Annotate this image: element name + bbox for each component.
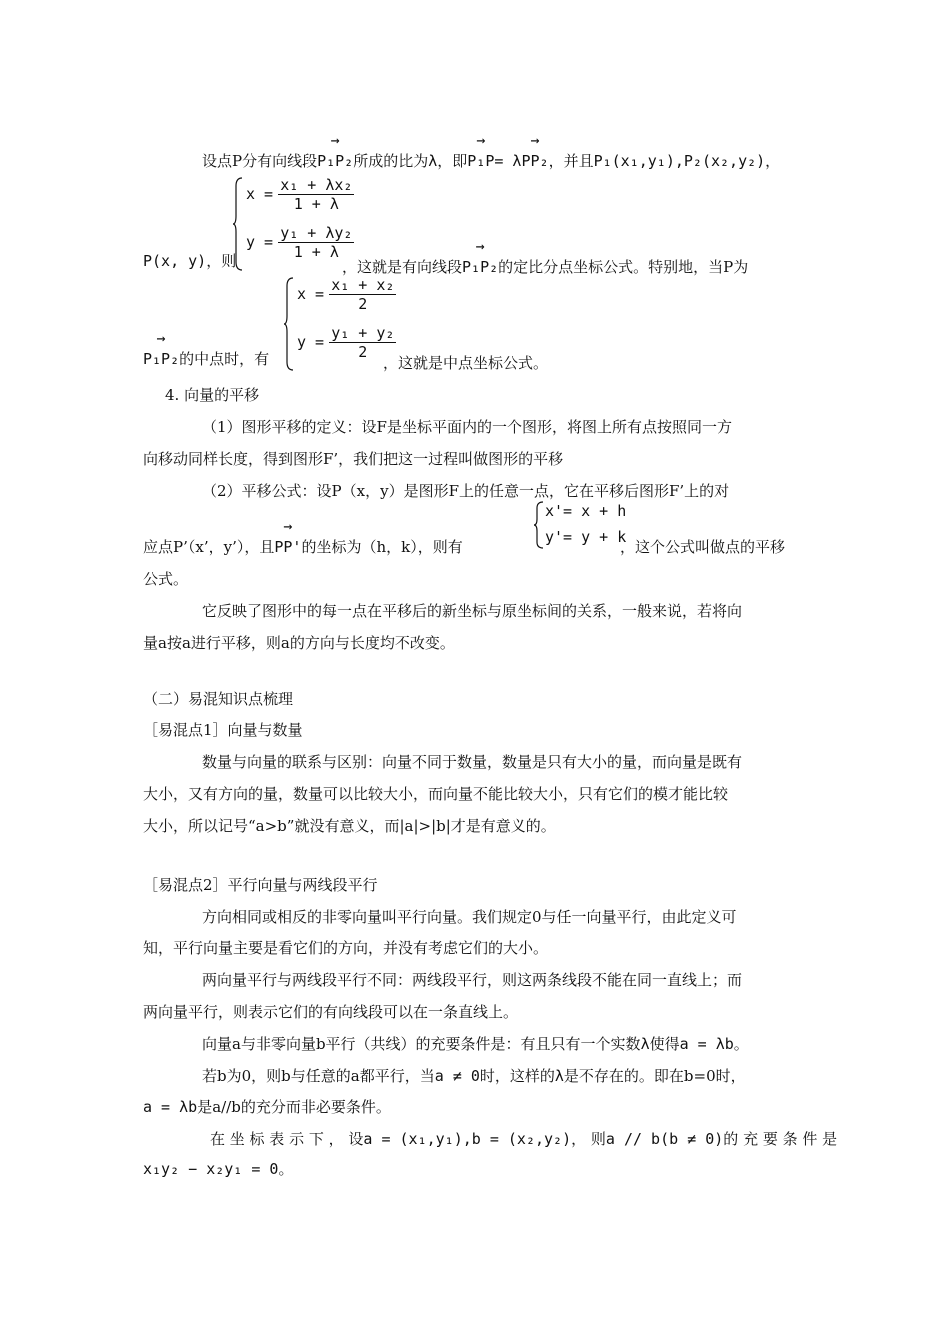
text-run: 所成的比为 (353, 152, 429, 170)
text-run: ， (765, 152, 781, 170)
y-label: y = (297, 333, 325, 351)
paragraph-line: 向移动同样长度，得到图形F’，我们把这一过程叫做图形的平移 (143, 450, 564, 468)
denominator: 2 (358, 343, 368, 361)
text-run: 的 充 要 条 件 是 (723, 1130, 838, 1148)
midpoint-formula-system (283, 276, 395, 372)
translation-formula-system (533, 500, 627, 550)
formula-a-eq-lambda-b: a = λb (143, 1098, 198, 1116)
text-run: 是不存在的。即在b=0时， (563, 1067, 746, 1085)
section-para-line (342, 256, 748, 278)
formula-a-eq-lambda-b: a = λb (679, 1035, 734, 1053)
denominator: 1 + λ (293, 243, 339, 261)
paragraph-line: （2）平移公式：设P（x，y）是图形F上的任意一点，它在平移后图形F’上的对 (202, 482, 730, 500)
text-run: 使得 (649, 1035, 680, 1053)
part-heading: （二）易混知识点梳理 (143, 690, 294, 708)
paragraph-line (143, 1158, 293, 1180)
section-para-line (143, 348, 269, 370)
text-run: 时，这样的 (479, 1067, 555, 1085)
x-translation: x'= x + h (545, 502, 627, 520)
paragraph-line: 它反映了图形中的每一点在平移后的新坐标与原坐标间的关系，一般来说，若将向 (202, 602, 743, 620)
text-run: 应点P’（x’，y’），且 (143, 538, 275, 556)
text-run: 的定比分点坐标公式。特别地，当P为 (498, 258, 749, 276)
x-label: x = (246, 185, 274, 203)
y-translation: y'= y + k (545, 528, 627, 546)
formula-a-neq-zero: a ≠ 0 (434, 1067, 480, 1085)
formula-cross-product-zero: x₁y₂ − x₂y₁ = 0 (143, 1160, 279, 1178)
section-para-line (143, 250, 236, 272)
vector-ppprime: → PP' (274, 536, 301, 558)
text-run: ，则 (206, 252, 237, 270)
text-run: 。 (733, 1035, 749, 1053)
point-coordinates: P₁(x₁,y₁),P₂(x₂,y₂) (593, 152, 766, 170)
left-brace-icon (232, 176, 244, 272)
denominator: 1 + λ (293, 195, 339, 213)
left-brace-icon (283, 276, 295, 372)
paragraph-line: 量a按a进行平移，则a的方向与长度均不改变。 (143, 634, 455, 652)
text-run: 在 坐 标 表 示 下 ， 设 (210, 1130, 364, 1148)
numerator: y₁ + y₂ (331, 324, 395, 342)
text-run: 若b为0，则b与任意的a都平行，当 (202, 1067, 435, 1085)
vector-pp2: → PP₂ (521, 150, 548, 172)
text-run: 的坐标为（h，k），则有 (301, 538, 463, 556)
text-run: ，即 (437, 152, 468, 170)
paragraph-line: （1）图形平移的定义：设F是坐标平面内的一个图形，将图上所有点按照同一方 (202, 418, 732, 436)
numerator: y₁ + λy₂ (280, 224, 353, 242)
paragraph-line: 大小，又有方向的量，数量可以比较大小，而向量不能比较大小，只有它们的模才能比较 (143, 785, 729, 803)
paragraph-line: ，这个公式叫做点的平移 (620, 538, 786, 556)
text-run: 是a//b的充分而非必要条件。 (197, 1098, 391, 1116)
ratio-formula-system (232, 176, 353, 272)
lambda-symbol: λ (428, 152, 438, 170)
paragraph-line: 知，平行向量主要是看它们的方向，并没有考虑它们的大小。 (143, 939, 549, 957)
point-title: ［易混点1］向量与数量 (143, 721, 303, 739)
fraction (278, 176, 354, 213)
paragraph-line: 两向量平行，则表示它们的有向线段可以在一条直线上。 (143, 1003, 519, 1021)
vector-p1p2: → P₁P₂ (317, 150, 353, 172)
paragraph-line (143, 536, 463, 558)
paragraph-line: 方向相同或相反的非零向量叫平行向量。我们规定0与任一向量平行，由此定义可 (202, 908, 737, 926)
equals-lambda: = λ (494, 152, 522, 170)
text-run: 设点P分有向线段 (202, 152, 318, 170)
formula-a-parallel-b: a // b(b ≠ 0) (605, 1130, 724, 1148)
paragraph-line: 大小，所以记号“a>b”就没有意义，而|a|>|b|才是有意义的。 (143, 817, 556, 835)
point-p-xy: P(x, y) (143, 252, 207, 270)
text-run: ， 则 (571, 1130, 606, 1148)
paragraph-line (143, 1096, 391, 1118)
section-para-line (202, 150, 780, 172)
lambda-symbol: λ (640, 1035, 650, 1053)
section-para-line (383, 352, 548, 374)
y-formula (246, 224, 354, 261)
paragraph-line: 两向量平行与两线段平行不同：两线段平行，则这两条线段不能在同一直线上；而 (202, 971, 743, 989)
text-run: ，并且 (548, 152, 594, 170)
paragraph-line: 公式。 (143, 570, 189, 588)
text-run: 的中点时，有 (179, 350, 270, 368)
vector-p1p2: → P₁P₂ (462, 256, 498, 278)
paragraph-line (202, 1065, 746, 1087)
text-run: ，这就是有向线段 (342, 258, 463, 276)
vector-p1p2: → P₁P₂ (143, 348, 179, 370)
numerator: x₁ + λx₂ (280, 176, 353, 194)
x-formula (246, 176, 354, 213)
section-heading: 4. 向量的平移 (165, 386, 260, 404)
text-run: 。 (278, 1160, 294, 1178)
numerator: x₁ + x₂ (331, 276, 395, 294)
paragraph-line (202, 1033, 749, 1055)
fraction (329, 276, 396, 313)
left-brace-icon (533, 500, 545, 550)
x-formula (297, 276, 396, 313)
x-label: x = (297, 285, 325, 303)
vector-p1p: → P₁P (467, 150, 494, 172)
paragraph-line: 数量与向量的联系与区别：向量不同于数量，数量是只有大小的量，而向量是既有 (202, 753, 743, 771)
y-label: y = (246, 233, 274, 251)
lambda-symbol: λ (554, 1067, 564, 1085)
y-formula (297, 324, 396, 361)
text-run: 向量a与非零向量b平行（共线）的充要条件是：有且只有一个实数 (202, 1035, 641, 1053)
text-run: ，这就是中点坐标公式。 (383, 354, 549, 372)
paragraph-line (210, 1128, 837, 1150)
denominator: 2 (358, 295, 368, 313)
formula-vector-coords: a = (x₁,y₁),b = (x₂,y₂) (363, 1130, 572, 1148)
point-title: ［易混点2］平行向量与两线段平行 (143, 876, 378, 894)
